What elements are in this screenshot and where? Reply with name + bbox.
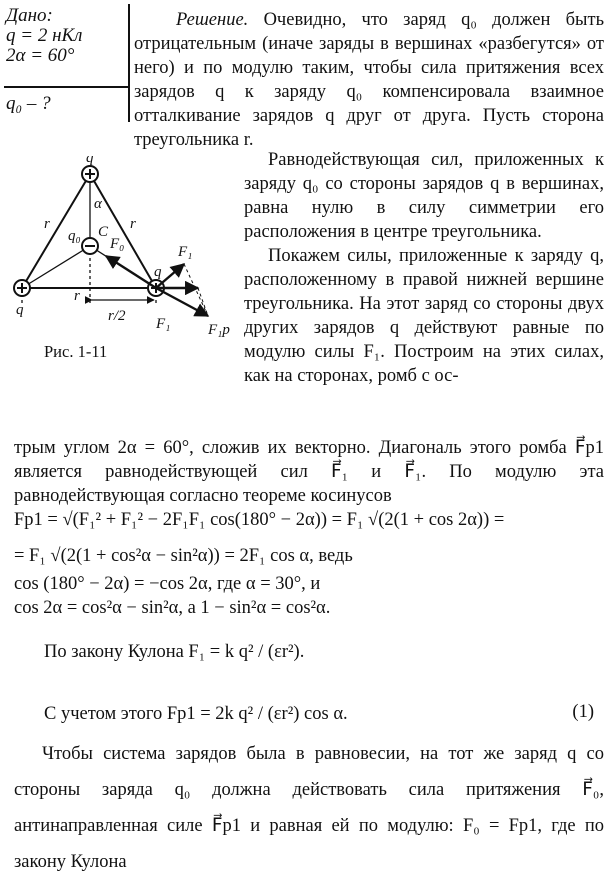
formula-coulomb: По закону Кулона F₁ = k q² / (εr²).	[44, 642, 305, 662]
equation-number: (1)	[572, 702, 594, 722]
label-q-right: q	[154, 264, 162, 280]
given-title: Дано:	[6, 5, 53, 26]
solution-paragraph-3: Покажем силы, приложенные к заряду q, расположенному в правой нижней вершине треугольника. На этот заряд со стороны двух других зарядов q действуют равные по модулю силы F₁. Построим на этих силах, как на сторонах, ромб с ос-	[244, 246, 604, 386]
label-r-half: r/2	[108, 308, 126, 324]
triangle-outline	[22, 174, 156, 288]
given-vertical-rule	[128, 4, 130, 122]
solution-text-1: Очевидно, что заряд q₀ должен быть отрицательным (иначе заряды в вершинах «разбегутся» от него) и по модулю таким, чтобы сила притяжения всех зарядов q к заряду q₀ компенсировала взаимное отталкивание зарядов q друг от друга. Пусть сторона треугольника r.	[134, 10, 605, 150]
vector-F0	[106, 256, 156, 288]
solution-lead: Решение.	[176, 10, 249, 30]
label-r-right: r	[130, 216, 136, 232]
charge-signs	[17, 169, 161, 293]
label-F1p: F₁р	[208, 322, 230, 338]
label-alpha: α	[94, 196, 102, 212]
solution-paragraph-2: Равнодействующая сил, приложенных к заряду q₀ со стороны зарядов q в вершинах, равна нулю в силу симметрии его расположения в центре треугольника.	[244, 150, 604, 242]
label-F0: F₀	[110, 236, 125, 252]
formula-note-2: cos 2α = cos²α − sin²α, а 1 − sin²α = cos²α.	[14, 598, 331, 618]
label-q-left: q	[16, 302, 24, 318]
label-r-left: r	[44, 216, 50, 232]
figure-caption: Рис. 1-11	[44, 342, 108, 361]
given-charge: q = 2 нКл	[6, 25, 83, 46]
formula-simplified: = F₁ √(2(1 + cos²α − sin²α)) = 2F₁ cos α, ведь	[14, 546, 353, 566]
label-F1-down: F₁	[156, 316, 171, 332]
given-horizontal-rule	[4, 86, 128, 88]
formula-resultant: С учетом этого Fр1 = 2k q² / (εr²) cos α.	[44, 704, 348, 724]
label-F1-up: F₁	[178, 244, 193, 260]
solution-paragraph-1	[134, 8, 604, 152]
triangle-figure	[8, 156, 240, 340]
formula-cosine-law: Fр1 = √(F₁² + F₁² − 2F₁F₁ cos(180° − 2α)) = F₁ √(2(1 + cos 2α)) =	[14, 510, 505, 530]
label-center: C	[98, 224, 109, 240]
charges	[14, 166, 164, 296]
given-block	[6, 6, 124, 120]
formula-note-1: cos (180° − 2α) = −cos 2α, где α = 30°, и	[14, 574, 321, 594]
solution-paragraph-3-continued: трым углом 2α = 60°, сложив их векторно. Диагональ этого ромба F⃗р1 является равнодействующей сил F⃗₁ и F⃗₁. По модулю эта равнодействующая согласно теореме косинусов	[14, 438, 604, 506]
label-q-top: q	[86, 156, 94, 166]
vector-F1p	[156, 288, 208, 316]
solution-paragraph-4: Чтобы система зарядов была в равновесии, на тот же заряд q со стороны заряда q₀ должна действовать сила притяжения F⃗₀, антинаправленная силе F⃗р1 и равная ей по модулю: F₀ = Fр1, где по закону Кулона	[14, 744, 604, 872]
label-q0: q₀	[68, 228, 81, 244]
label-r-bottom: r	[74, 288, 80, 304]
given-angle: 2α = 60°	[6, 45, 75, 66]
given-find: q₀ – ?	[6, 93, 51, 114]
